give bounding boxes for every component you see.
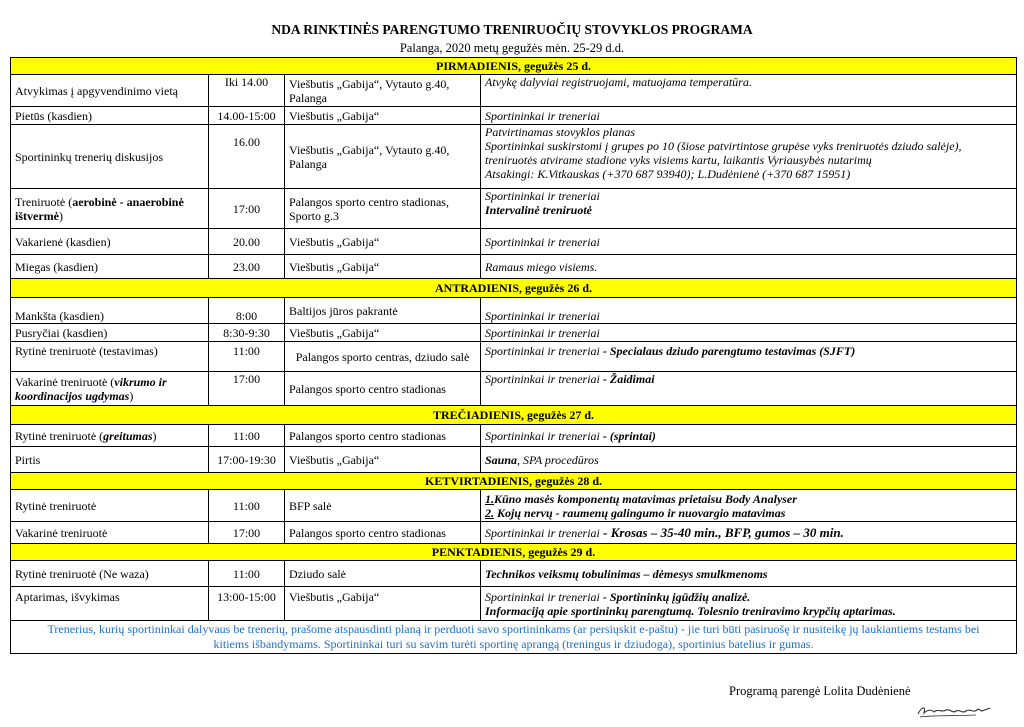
table-row: Atvykimas į apgyvendinimo vietą Iki 14.00 Viešbutis „Gabija“, Vytauto g.40, Palanga Atvykę dalyviai registruojami, matuojama temperatūra. <box>11 75 1017 107</box>
table-row: Miegas (kasdien) 23.00 Viešbutis „Gabija“ Ramaus miego visiems. <box>11 255 1017 279</box>
day-header-wednesday: TREČIADIENIS, gegužės 27 d. <box>11 406 1017 425</box>
day-header-friday: PENKTADIENIS, gegužės 29 d. <box>11 544 1017 561</box>
day-header-thursday: KETVIRTADIENIS, gegužės 28 d. <box>11 473 1017 490</box>
day-header-monday: PIRMADIENIS, gegužės 25 d. <box>11 58 1017 75</box>
document-subtitle: Palanga, 2020 metų gegužės mėn. 25-29 d.d. <box>399 41 625 55</box>
table-row: Rytinė treniruotė 11:00 BFP salė 1.Kūno masės komponentų matavimas prietaisu Body Analyser 2. Kojų nervų - raumenų galingumo ir nuovargio matavimas <box>11 490 1017 522</box>
table-row: Rytinė treniruotė (Ne waza) 11:00 Dziudo salė Technikos veiksmų tobulinimas – dėmesys smulkmenoms <box>11 561 1017 587</box>
table-row: Pusryčiai (kasdien) 8:30-9:30 Viešbutis „Gabija“ Sportininkai ir treneriai <box>11 324 1017 342</box>
footnote: Trenerius, kurių sportininkai dalyvaus be trenerių, prašome atspausdinti planą ir perduoti savo sportininkams (ar persiųskit e-paštu) - jie turi būti pasiruošę ir nusiteikę jų laukiantiems testams bei kitiems išbandymams. Sportininkai turi su savim turėti sportinę aprangą (treningus ir dziudoga), sportinius batelius ir gumas. <box>11 621 1017 654</box>
table-row: Vakarinė treniruotė (vikrumo ir koordinacijos ugdymas) 17:00 Palangos sporto centro stadionas Sportininkai ir treneriai - Žaidimai <box>11 372 1017 406</box>
signature-icon <box>916 700 992 722</box>
table-row: Treniruotė (aerobinė - anaerobinė ištvermė) 17:00 Palangos sporto centro stadionas, Sporto g.3 Sportininkai ir treneriai Intervalinė treniruotė <box>11 189 1017 229</box>
list-number: 1. <box>485 491 494 506</box>
document-title: NDA RINKTINĖS PARENGTUMO TRENIRUOČIŲ STOVYKLOS PROGRAMA <box>271 22 753 37</box>
author-line: Programą parengė Lolita Dudėnienė <box>729 684 911 698</box>
table-row: Rytinė treniruotė (greitumas) 11:00 Palangos sporto centro stadionas Sportininkai ir treneriai - (sprintai) <box>11 425 1017 447</box>
table-row: Rytinė treniruotė (testavimas) 11:00 Palangos sporto centras, dziudo salė Sportininkai ir treneriai - Specialaus dziudo parengtumo testavimas (SJFT) <box>11 342 1017 372</box>
table-row: Vakarienė (kasdien) 20.00 Viešbutis „Gabija“ Sportininkai ir treneriai <box>11 229 1017 255</box>
table-row: Vakarinė treniruotė 17:00 Palangos sporto centro stadionas Sportininkai ir treneriai - Krosas – 35-40 min., BFP, gumos – 30 min. <box>11 522 1017 544</box>
table-row: Sportininkų trenerių diskusijos 16.00 Viešbutis „Gabija“, Vytauto g.40, Palanga Patvirtinamas stovyklos planas Sportininkai suskirstomi į grupes po 10 (šiose patvirtintose grupėse vyks treniruotės dziudo salėje), treniruotės atvirame stadione vyks visiems kartu, laikantis Vyriausybės nutarimų Atsakingi: K.Vitkauskas (+370 687 93940); L.Dudėnienė (+370 687 15951) <box>11 125 1017 189</box>
table-row: Pietūs (kasdien) 14.00-15:00 Viešbutis „Gabija“ Sportininkai ir treneriai <box>11 107 1017 125</box>
day-header-tuesday: ANTRADIENIS, gegužės 26 d. <box>11 279 1017 298</box>
table-row: Aptarimas, išvykimas 13:00-15:00 Viešbutis „Gabija“ Sportininkai ir treneriai - Sportininkų įgūdžių analizė. Informaciją apie sportininkų parengtumą. Tolesnio treniravimo krypčių aptarimas. <box>11 587 1017 621</box>
program-table <box>10 57 1017 654</box>
list-number: 2. <box>485 505 494 520</box>
table-row: Pirtis 17:00-19:30 Viešbutis „Gabija“ Sauna, SPA procedūros <box>11 447 1017 473</box>
footnote-row <box>11 621 1017 654</box>
table-row: Mankšta (kasdien) 8:00 Baltijos jūros pakrantė Sportininkai ir treneriai <box>11 298 1017 324</box>
